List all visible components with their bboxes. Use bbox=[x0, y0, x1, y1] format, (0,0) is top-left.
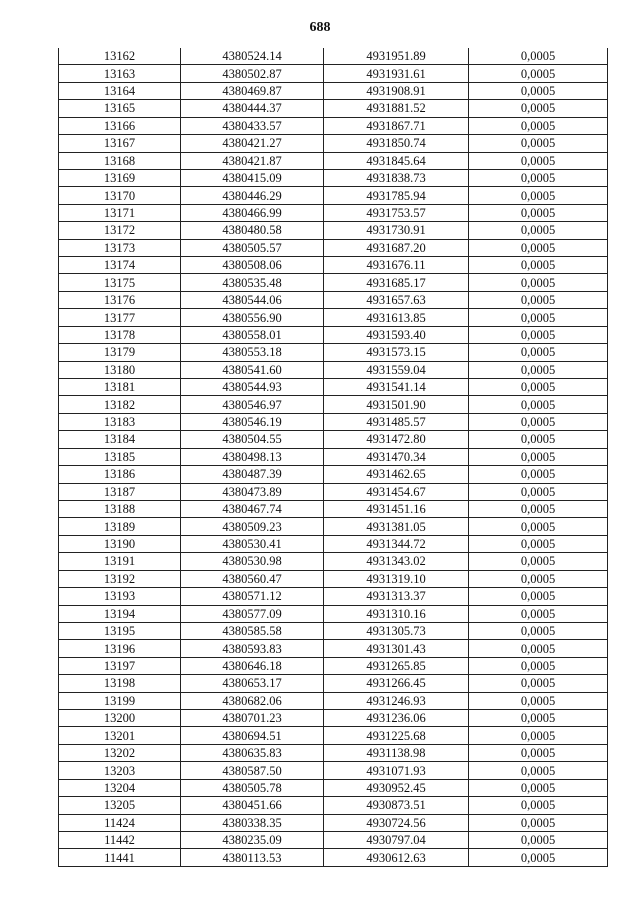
y-coordinate-cell: 4931501.90 bbox=[324, 396, 469, 413]
table-row bbox=[59, 413, 608, 430]
x-coordinate-cell: 4380509.23 bbox=[181, 518, 324, 535]
point-number-cell: 13193 bbox=[59, 588, 181, 605]
point-number-cell: 13202 bbox=[59, 744, 181, 761]
table-row bbox=[59, 117, 608, 134]
accuracy-cell: 0,0005 bbox=[469, 710, 608, 727]
x-coordinate-cell: 4380446.29 bbox=[181, 187, 324, 204]
accuracy-cell: 0,0005 bbox=[469, 169, 608, 186]
x-coordinate-cell: 4380338.35 bbox=[181, 814, 324, 831]
table-row bbox=[59, 744, 608, 761]
table-row bbox=[59, 204, 608, 221]
accuracy-cell: 0,0005 bbox=[469, 222, 608, 239]
y-coordinate-cell: 4930797.04 bbox=[324, 831, 469, 848]
x-coordinate-cell: 4380587.50 bbox=[181, 762, 324, 779]
point-number-cell: 13191 bbox=[59, 553, 181, 570]
y-coordinate-cell: 4931931.61 bbox=[324, 65, 469, 82]
point-number-cell: 13164 bbox=[59, 82, 181, 99]
point-number-cell: 11442 bbox=[59, 831, 181, 848]
y-coordinate-cell: 4930612.63 bbox=[324, 849, 469, 866]
x-coordinate-cell: 4380546.19 bbox=[181, 413, 324, 430]
x-coordinate-cell: 4380530.98 bbox=[181, 553, 324, 570]
accuracy-cell: 0,0005 bbox=[469, 379, 608, 396]
x-coordinate-cell: 4380646.18 bbox=[181, 657, 324, 674]
point-number-cell: 11441 bbox=[59, 849, 181, 866]
accuracy-cell: 0,0005 bbox=[469, 553, 608, 570]
x-coordinate-cell: 4380421.27 bbox=[181, 135, 324, 152]
accuracy-cell: 0,0005 bbox=[469, 65, 608, 82]
x-coordinate-cell: 4380498.13 bbox=[181, 448, 324, 465]
y-coordinate-cell: 4931845.64 bbox=[324, 152, 469, 169]
point-number-cell: 13189 bbox=[59, 518, 181, 535]
accuracy-cell: 0,0005 bbox=[469, 344, 608, 361]
point-number-cell: 13201 bbox=[59, 727, 181, 744]
point-number-cell: 13199 bbox=[59, 692, 181, 709]
coordinates-table-body bbox=[59, 48, 608, 866]
accuracy-cell: 0,0005 bbox=[469, 361, 608, 378]
table-row bbox=[59, 553, 608, 570]
accuracy-cell: 0,0005 bbox=[469, 82, 608, 99]
table-row bbox=[59, 379, 608, 396]
x-coordinate-cell: 4380546.97 bbox=[181, 396, 324, 413]
table-row bbox=[59, 710, 608, 727]
y-coordinate-cell: 4931313.37 bbox=[324, 588, 469, 605]
x-coordinate-cell: 4380558.01 bbox=[181, 326, 324, 343]
accuracy-cell: 0,0005 bbox=[469, 849, 608, 866]
y-coordinate-cell: 4931867.71 bbox=[324, 117, 469, 134]
x-coordinate-cell: 4380466.99 bbox=[181, 204, 324, 221]
y-coordinate-cell: 4931381.05 bbox=[324, 518, 469, 535]
x-coordinate-cell: 4380469.87 bbox=[181, 82, 324, 99]
accuracy-cell: 0,0005 bbox=[469, 100, 608, 117]
accuracy-cell: 0,0005 bbox=[469, 326, 608, 343]
accuracy-cell: 0,0005 bbox=[469, 797, 608, 814]
table-row bbox=[59, 483, 608, 500]
point-number-cell: 13166 bbox=[59, 117, 181, 134]
point-number-cell: 13203 bbox=[59, 762, 181, 779]
table-row bbox=[59, 431, 608, 448]
table-row bbox=[59, 849, 608, 866]
table-row bbox=[59, 187, 608, 204]
x-coordinate-cell: 4380235.09 bbox=[181, 831, 324, 848]
accuracy-cell: 0,0005 bbox=[469, 152, 608, 169]
point-number-cell: 13200 bbox=[59, 710, 181, 727]
table-row bbox=[59, 448, 608, 465]
y-coordinate-cell: 4931485.57 bbox=[324, 413, 469, 430]
x-coordinate-cell: 4380556.90 bbox=[181, 309, 324, 326]
x-coordinate-cell: 4380508.06 bbox=[181, 257, 324, 274]
y-coordinate-cell: 4931541.14 bbox=[324, 379, 469, 396]
y-coordinate-cell: 4931462.65 bbox=[324, 466, 469, 483]
point-number-cell: 13195 bbox=[59, 622, 181, 639]
x-coordinate-cell: 4380560.47 bbox=[181, 570, 324, 587]
y-coordinate-cell: 4931451.16 bbox=[324, 500, 469, 517]
y-coordinate-cell: 4931687.20 bbox=[324, 239, 469, 256]
accuracy-cell: 0,0005 bbox=[469, 727, 608, 744]
table-row bbox=[59, 309, 608, 326]
table-row bbox=[59, 100, 608, 117]
y-coordinate-cell: 4931881.52 bbox=[324, 100, 469, 117]
accuracy-cell: 0,0005 bbox=[469, 466, 608, 483]
point-number-cell: 13163 bbox=[59, 65, 181, 82]
x-coordinate-cell: 4380433.57 bbox=[181, 117, 324, 134]
y-coordinate-cell: 4931470.34 bbox=[324, 448, 469, 465]
accuracy-cell: 0,0005 bbox=[469, 692, 608, 709]
x-coordinate-cell: 4380593.83 bbox=[181, 640, 324, 657]
y-coordinate-cell: 4930724.56 bbox=[324, 814, 469, 831]
accuracy-cell: 0,0005 bbox=[469, 779, 608, 796]
table-row bbox=[59, 48, 608, 65]
table-row bbox=[59, 518, 608, 535]
table-row bbox=[59, 640, 608, 657]
y-coordinate-cell: 4931472.80 bbox=[324, 431, 469, 448]
y-coordinate-cell: 4931310.16 bbox=[324, 605, 469, 622]
accuracy-cell: 0,0005 bbox=[469, 257, 608, 274]
y-coordinate-cell: 4931593.40 bbox=[324, 326, 469, 343]
x-coordinate-cell: 4380577.09 bbox=[181, 605, 324, 622]
table-row bbox=[59, 291, 608, 308]
point-number-cell: 13185 bbox=[59, 448, 181, 465]
accuracy-cell: 0,0005 bbox=[469, 570, 608, 587]
table-row bbox=[59, 588, 608, 605]
x-coordinate-cell: 4380635.83 bbox=[181, 744, 324, 761]
table-row bbox=[59, 692, 608, 709]
table-row bbox=[59, 657, 608, 674]
point-number-cell: 11424 bbox=[59, 814, 181, 831]
x-coordinate-cell: 4380682.06 bbox=[181, 692, 324, 709]
table-row bbox=[59, 344, 608, 361]
accuracy-cell: 0,0005 bbox=[469, 657, 608, 674]
accuracy-cell: 0,0005 bbox=[469, 117, 608, 134]
point-number-cell: 13170 bbox=[59, 187, 181, 204]
y-coordinate-cell: 4931657.63 bbox=[324, 291, 469, 308]
x-coordinate-cell: 4380544.93 bbox=[181, 379, 324, 396]
table-row bbox=[59, 82, 608, 99]
y-coordinate-cell: 4931265.85 bbox=[324, 657, 469, 674]
table-row bbox=[59, 466, 608, 483]
x-coordinate-cell: 4380653.17 bbox=[181, 675, 324, 692]
point-number-cell: 13186 bbox=[59, 466, 181, 483]
y-coordinate-cell: 4931573.15 bbox=[324, 344, 469, 361]
x-coordinate-cell: 4380487.39 bbox=[181, 466, 324, 483]
y-coordinate-cell: 4931138.98 bbox=[324, 744, 469, 761]
table-row bbox=[59, 814, 608, 831]
accuracy-cell: 0,0005 bbox=[469, 831, 608, 848]
x-coordinate-cell: 4380541.60 bbox=[181, 361, 324, 378]
accuracy-cell: 0,0005 bbox=[469, 500, 608, 517]
table-row bbox=[59, 135, 608, 152]
accuracy-cell: 0,0005 bbox=[469, 431, 608, 448]
x-coordinate-cell: 4380553.18 bbox=[181, 344, 324, 361]
accuracy-cell: 0,0005 bbox=[469, 535, 608, 552]
y-coordinate-cell: 4931685.17 bbox=[324, 274, 469, 291]
point-number-cell: 13204 bbox=[59, 779, 181, 796]
accuracy-cell: 0,0005 bbox=[469, 483, 608, 500]
x-coordinate-cell: 4380415.09 bbox=[181, 169, 324, 186]
point-number-cell: 13182 bbox=[59, 396, 181, 413]
y-coordinate-cell: 4931850.74 bbox=[324, 135, 469, 152]
x-coordinate-cell: 4380530.41 bbox=[181, 535, 324, 552]
y-coordinate-cell: 4931305.73 bbox=[324, 622, 469, 639]
accuracy-cell: 0,0005 bbox=[469, 675, 608, 692]
point-number-cell: 13169 bbox=[59, 169, 181, 186]
y-coordinate-cell: 4931236.06 bbox=[324, 710, 469, 727]
x-coordinate-cell: 4380113.53 bbox=[181, 849, 324, 866]
table-row bbox=[59, 831, 608, 848]
y-coordinate-cell: 4931319.10 bbox=[324, 570, 469, 587]
x-coordinate-cell: 4380524.14 bbox=[181, 48, 324, 65]
y-coordinate-cell: 4931246.93 bbox=[324, 692, 469, 709]
y-coordinate-cell: 4931676.11 bbox=[324, 257, 469, 274]
x-coordinate-cell: 4380585.58 bbox=[181, 622, 324, 639]
table-row bbox=[59, 727, 608, 744]
y-coordinate-cell: 4931301.43 bbox=[324, 640, 469, 657]
y-coordinate-cell: 4930952.45 bbox=[324, 779, 469, 796]
point-number-cell: 13192 bbox=[59, 570, 181, 587]
table-row bbox=[59, 274, 608, 291]
accuracy-cell: 0,0005 bbox=[469, 239, 608, 256]
table-row bbox=[59, 535, 608, 552]
table-row bbox=[59, 605, 608, 622]
point-number-cell: 13177 bbox=[59, 309, 181, 326]
table-row bbox=[59, 361, 608, 378]
table-row bbox=[59, 622, 608, 639]
point-number-cell: 13178 bbox=[59, 326, 181, 343]
point-number-cell: 13171 bbox=[59, 204, 181, 221]
point-number-cell: 13205 bbox=[59, 797, 181, 814]
x-coordinate-cell: 4380701.23 bbox=[181, 710, 324, 727]
accuracy-cell: 0,0005 bbox=[469, 291, 608, 308]
table-row bbox=[59, 169, 608, 186]
point-number-cell: 13167 bbox=[59, 135, 181, 152]
point-number-cell: 13180 bbox=[59, 361, 181, 378]
x-coordinate-cell: 4380480.58 bbox=[181, 222, 324, 239]
accuracy-cell: 0,0005 bbox=[469, 396, 608, 413]
point-number-cell: 13173 bbox=[59, 239, 181, 256]
accuracy-cell: 0,0005 bbox=[469, 274, 608, 291]
y-coordinate-cell: 4931785.94 bbox=[324, 187, 469, 204]
point-number-cell: 13198 bbox=[59, 675, 181, 692]
accuracy-cell: 0,0005 bbox=[469, 588, 608, 605]
y-coordinate-cell: 4931730.91 bbox=[324, 222, 469, 239]
x-coordinate-cell: 4380505.57 bbox=[181, 239, 324, 256]
y-coordinate-cell: 4931343.02 bbox=[324, 553, 469, 570]
y-coordinate-cell: 4931071.93 bbox=[324, 762, 469, 779]
accuracy-cell: 0,0005 bbox=[469, 744, 608, 761]
accuracy-cell: 0,0005 bbox=[469, 187, 608, 204]
y-coordinate-cell: 4931753.57 bbox=[324, 204, 469, 221]
point-number-cell: 13197 bbox=[59, 657, 181, 674]
y-coordinate-cell: 4930873.51 bbox=[324, 797, 469, 814]
y-coordinate-cell: 4931454.67 bbox=[324, 483, 469, 500]
y-coordinate-cell: 4931613.85 bbox=[324, 309, 469, 326]
x-coordinate-cell: 4380694.51 bbox=[181, 727, 324, 744]
x-coordinate-cell: 4380467.74 bbox=[181, 500, 324, 517]
coordinates-table bbox=[58, 48, 608, 867]
y-coordinate-cell: 4931344.72 bbox=[324, 535, 469, 552]
x-coordinate-cell: 4380571.12 bbox=[181, 588, 324, 605]
table-row bbox=[59, 797, 608, 814]
point-number-cell: 13188 bbox=[59, 500, 181, 517]
table-row bbox=[59, 65, 608, 82]
point-number-cell: 13172 bbox=[59, 222, 181, 239]
accuracy-cell: 0,0005 bbox=[469, 605, 608, 622]
page-number: 688 bbox=[309, 20, 331, 35]
point-number-cell: 13174 bbox=[59, 257, 181, 274]
y-coordinate-cell: 4931951.89 bbox=[324, 48, 469, 65]
point-number-cell: 13196 bbox=[59, 640, 181, 657]
table-row bbox=[59, 222, 608, 239]
x-coordinate-cell: 4380444.37 bbox=[181, 100, 324, 117]
table-row bbox=[59, 326, 608, 343]
y-coordinate-cell: 4931225.68 bbox=[324, 727, 469, 744]
accuracy-cell: 0,0005 bbox=[469, 640, 608, 657]
point-number-cell: 13165 bbox=[59, 100, 181, 117]
point-number-cell: 13190 bbox=[59, 535, 181, 552]
x-coordinate-cell: 4380451.66 bbox=[181, 797, 324, 814]
point-number-cell: 13183 bbox=[59, 413, 181, 430]
table-row bbox=[59, 779, 608, 796]
table-row bbox=[59, 239, 608, 256]
x-coordinate-cell: 4380421.87 bbox=[181, 152, 324, 169]
point-number-cell: 13168 bbox=[59, 152, 181, 169]
y-coordinate-cell: 4931559.04 bbox=[324, 361, 469, 378]
point-number-cell: 13181 bbox=[59, 379, 181, 396]
accuracy-cell: 0,0005 bbox=[469, 448, 608, 465]
accuracy-cell: 0,0005 bbox=[469, 518, 608, 535]
point-number-cell: 13175 bbox=[59, 274, 181, 291]
table-row bbox=[59, 257, 608, 274]
table-row bbox=[59, 396, 608, 413]
point-number-cell: 13179 bbox=[59, 344, 181, 361]
accuracy-cell: 0,0005 bbox=[469, 204, 608, 221]
accuracy-cell: 0,0005 bbox=[469, 762, 608, 779]
x-coordinate-cell: 4380544.06 bbox=[181, 291, 324, 308]
point-number-cell: 13184 bbox=[59, 431, 181, 448]
table-row bbox=[59, 570, 608, 587]
accuracy-cell: 0,0005 bbox=[469, 413, 608, 430]
x-coordinate-cell: 4380473.89 bbox=[181, 483, 324, 500]
point-number-cell: 13194 bbox=[59, 605, 181, 622]
accuracy-cell: 0,0005 bbox=[469, 309, 608, 326]
x-coordinate-cell: 4380535.48 bbox=[181, 274, 324, 291]
accuracy-cell: 0,0005 bbox=[469, 135, 608, 152]
y-coordinate-cell: 4931908.91 bbox=[324, 82, 469, 99]
x-coordinate-cell: 4380504.55 bbox=[181, 431, 324, 448]
x-coordinate-cell: 4380505.78 bbox=[181, 779, 324, 796]
table-row bbox=[59, 762, 608, 779]
table-row bbox=[59, 675, 608, 692]
point-number-cell: 13162 bbox=[59, 48, 181, 65]
point-number-cell: 13176 bbox=[59, 291, 181, 308]
accuracy-cell: 0,0005 bbox=[469, 48, 608, 65]
x-coordinate-cell: 4380502.87 bbox=[181, 65, 324, 82]
y-coordinate-cell: 4931266.45 bbox=[324, 675, 469, 692]
table-row bbox=[59, 500, 608, 517]
y-coordinate-cell: 4931838.73 bbox=[324, 169, 469, 186]
table-row bbox=[59, 152, 608, 169]
point-number-cell: 13187 bbox=[59, 483, 181, 500]
accuracy-cell: 0,0005 bbox=[469, 814, 608, 831]
accuracy-cell: 0,0005 bbox=[469, 622, 608, 639]
